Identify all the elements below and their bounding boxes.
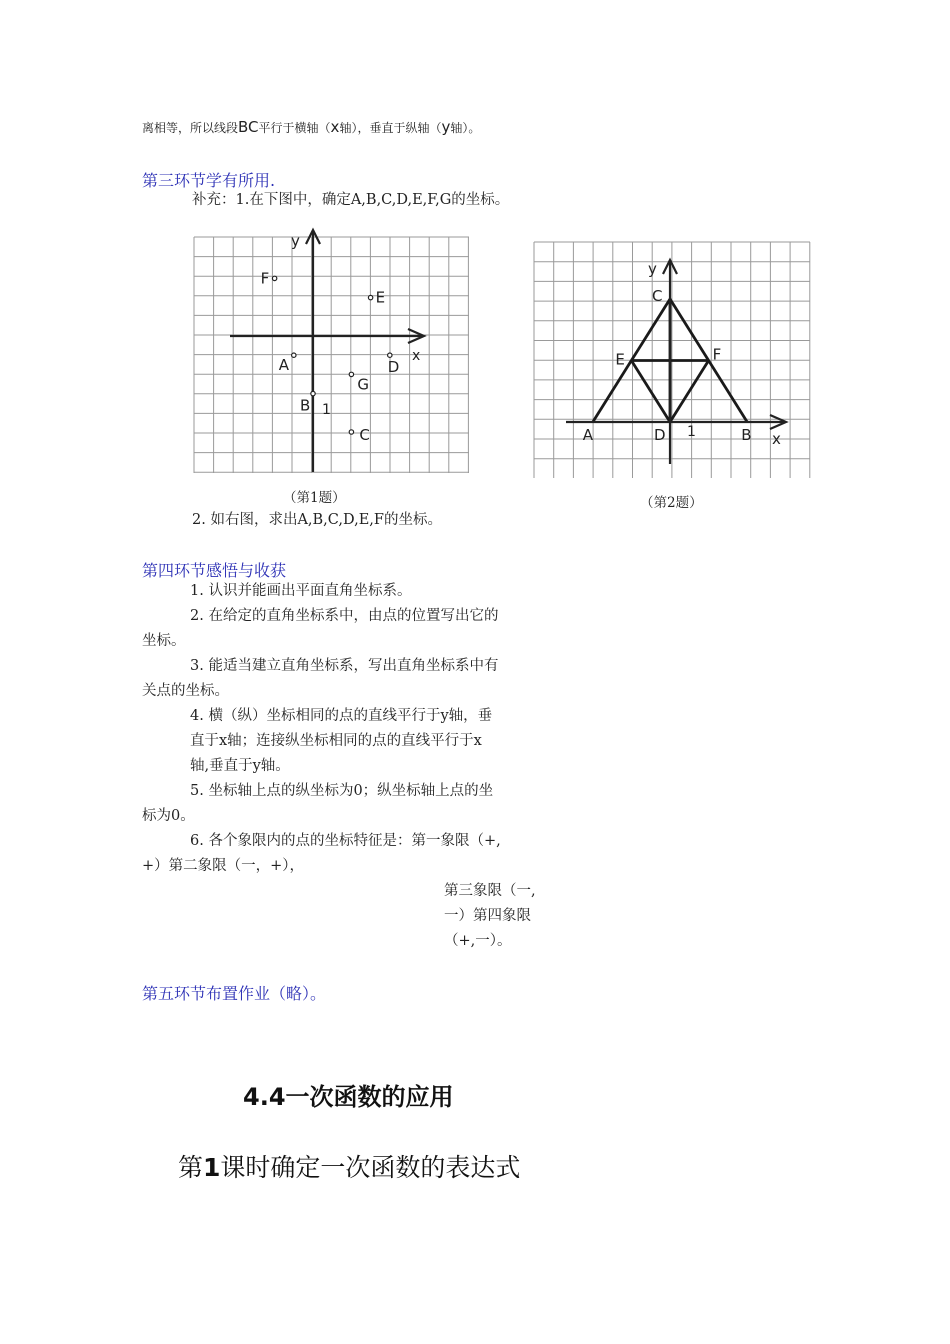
section5-heading: 第五环节布置作业（略）。: [142, 984, 327, 1003]
intro-line: [142, 118, 480, 136]
chapter-number: 4.4: [243, 1083, 286, 1111]
intro-text-1: 离相等，所以线段: [142, 121, 239, 135]
summary-line-12: +）第二象限（一，+），: [142, 858, 305, 874]
point-label-b: B: [300, 396, 311, 415]
summary-line-1: 1. 认识并能画出平面直角坐标系。: [190, 583, 412, 599]
lesson-prefix: 第: [178, 1153, 204, 1182]
x-symbol: x: [330, 118, 340, 136]
figure2-caption: （第2题）: [640, 495, 703, 511]
point-label-f: F: [260, 269, 270, 288]
summary-line-5: 关点的坐标。: [142, 683, 229, 699]
lesson-subtitle: [178, 1148, 520, 1184]
segment-bc: BC: [238, 118, 259, 136]
summary-line-9: 5. 坐标轴上点的纵坐标为0；纵坐标轴上点的坐: [190, 783, 494, 799]
summary-line-6: 4. 横（纵）坐标相同的点的直线平行于y轴，垂: [190, 708, 493, 724]
intro-text-2: 平行于横轴（: [258, 121, 331, 135]
section3-heading: 第三环节学有所用.: [142, 171, 276, 190]
y-symbol: y: [441, 118, 451, 136]
point-c: [349, 430, 353, 434]
question2: 2. 如右图，求出A,B,C,D,E,F的坐标。: [192, 512, 442, 528]
chapter-name: 一次函数的应用: [285, 1083, 454, 1111]
point-label-d: D: [387, 358, 400, 377]
figure1-axes: [230, 230, 424, 472]
point-label-d: D: [654, 426, 666, 444]
segment-ed: [631, 361, 670, 423]
point-label-e: E: [375, 288, 386, 307]
figure1-gridlines: [194, 237, 469, 473]
x-axis-label: x: [412, 348, 421, 364]
segment-fd: [670, 361, 709, 423]
chapter-title: [243, 1077, 454, 1112]
summary-line-15: （+,一）。: [444, 933, 512, 949]
tick-label-1: 1: [687, 424, 696, 440]
section4-heading: 第四环节感悟与收获: [142, 561, 287, 580]
lesson-number: 1: [203, 1153, 221, 1182]
point-label-c: C: [652, 287, 663, 305]
figure2-point-labels: [583, 287, 752, 444]
y-axis-label: y: [648, 260, 657, 278]
point-g: [349, 372, 353, 376]
summary-line-8: 轴,垂直于y轴。: [190, 758, 290, 774]
figure2-axes: [566, 260, 786, 464]
summary-line-13: 第三象限（一,: [444, 883, 536, 899]
y-axis-label: y: [291, 232, 300, 250]
summary-line-3: 坐标。: [142, 633, 186, 649]
lesson-name: 课时确定一次函数的表达式: [220, 1153, 521, 1182]
x-axis-label: x: [772, 430, 781, 448]
summary-line-11: 6. 各个象限内的点的坐标特征是：第一象限（+,: [190, 833, 501, 849]
summary-line-4: 3. 能适当建立直角坐标系，写出直角坐标系中有: [190, 658, 499, 674]
point-e: [368, 295, 372, 299]
point-b: [311, 391, 315, 395]
tick-label-1: 1: [322, 402, 331, 418]
supplement-question1: 补充：1.在下图中，确定A,B,C,D,E,F,G的坐标。: [192, 192, 510, 208]
point-label-c: C: [359, 426, 370, 444]
intro-text-4: 轴）。: [450, 121, 481, 135]
point-label-a: A: [278, 356, 290, 375]
point-label-f: F: [712, 345, 722, 364]
intro-text-3: 轴），垂直于纵轴（: [339, 121, 442, 135]
summary-line-7: 直于x轴；连接纵坐标相同的点的直线平行于x: [190, 733, 482, 749]
figure2-triangle-grid: [530, 238, 814, 482]
point-label-e: E: [615, 350, 625, 369]
point-a: [292, 353, 296, 357]
point-label-a: A: [582, 426, 594, 444]
point-d: [388, 353, 392, 357]
point-label-b: B: [741, 426, 752, 444]
figure1-coordinate-grid: [190, 226, 475, 478]
point-label-g: G: [357, 375, 370, 394]
point-f: [272, 276, 276, 280]
summary-line-14: 一）第四象限: [444, 908, 531, 924]
summary-line-2: 2. 在给定的直角坐标系中，由点的位置写出它的: [190, 608, 499, 624]
summary-line-10: 标为0。: [142, 808, 195, 824]
figure1-caption: （第1题）: [283, 490, 346, 506]
